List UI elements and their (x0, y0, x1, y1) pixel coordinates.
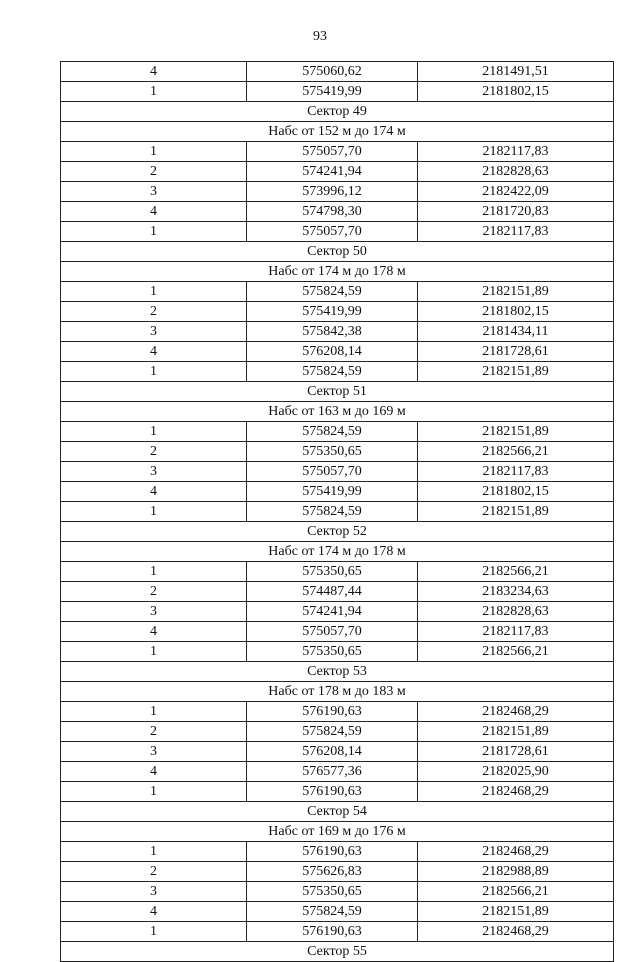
y-coordinate-cell: 2181802,15 (418, 302, 614, 322)
x-coordinate-cell: 574798,30 (247, 202, 418, 222)
table-row (61, 602, 614, 622)
point-number-cell: 1 (61, 222, 247, 242)
height-range-label: Набс от 163 м до 169 м (61, 402, 614, 422)
x-coordinate-cell: 575350,65 (247, 882, 418, 902)
x-coordinate-cell: 575824,59 (247, 502, 418, 522)
table-row (61, 482, 614, 502)
y-coordinate-cell: 2182828,63 (418, 162, 614, 182)
y-coordinate-cell: 2182988,89 (418, 862, 614, 882)
sector-heading: Сектор 52 (61, 522, 614, 542)
x-coordinate-cell: 575626,83 (247, 862, 418, 882)
y-coordinate-cell: 2182117,83 (418, 222, 614, 242)
table-row (61, 82, 614, 102)
y-coordinate-cell: 2182151,89 (418, 722, 614, 742)
table-row (61, 322, 614, 342)
y-coordinate-cell: 2182151,89 (418, 422, 614, 442)
point-number-cell: 2 (61, 162, 247, 182)
y-coordinate-cell: 2181434,11 (418, 322, 614, 342)
y-coordinate-cell: 2182468,29 (418, 782, 614, 802)
height-range-row (61, 122, 614, 142)
point-number-cell: 1 (61, 422, 247, 442)
y-coordinate-cell: 2182151,89 (418, 362, 614, 382)
point-number-cell: 1 (61, 922, 247, 942)
point-number-cell: 4 (61, 622, 247, 642)
x-coordinate-cell: 575842,38 (247, 322, 418, 342)
point-number-cell: 4 (61, 902, 247, 922)
y-coordinate-cell: 2181728,61 (418, 342, 614, 362)
table-row (61, 862, 614, 882)
sector-heading-row (61, 662, 614, 682)
point-number-cell: 3 (61, 182, 247, 202)
table-row (61, 362, 614, 382)
x-coordinate-cell: 573996,12 (247, 182, 418, 202)
table-row (61, 562, 614, 582)
height-range-row (61, 262, 614, 282)
point-number-cell: 3 (61, 742, 247, 762)
table-row (61, 582, 614, 602)
x-coordinate-cell: 575419,99 (247, 302, 418, 322)
table-row (61, 742, 614, 762)
x-coordinate-cell: 575419,99 (247, 82, 418, 102)
sector-heading-row (61, 522, 614, 542)
y-coordinate-cell: 2182566,21 (418, 642, 614, 662)
table-row (61, 142, 614, 162)
point-number-cell: 1 (61, 702, 247, 722)
sector-heading: Сектор 55 (61, 942, 614, 962)
point-number-cell: 1 (61, 362, 247, 382)
table-row (61, 302, 614, 322)
x-coordinate-cell: 576190,63 (247, 842, 418, 862)
table-row (61, 282, 614, 302)
point-number-cell: 1 (61, 82, 247, 102)
y-coordinate-cell: 2182566,21 (418, 562, 614, 582)
x-coordinate-cell: 576208,14 (247, 342, 418, 362)
point-number-cell: 1 (61, 282, 247, 302)
point-number-cell: 4 (61, 62, 247, 82)
sector-heading-row (61, 382, 614, 402)
table-row (61, 642, 614, 662)
sector-heading-row (61, 102, 614, 122)
x-coordinate-cell: 575824,59 (247, 362, 418, 382)
x-coordinate-cell: 575057,70 (247, 462, 418, 482)
x-coordinate-cell: 575057,70 (247, 622, 418, 642)
x-coordinate-cell: 575824,59 (247, 722, 418, 742)
height-range-row (61, 822, 614, 842)
y-coordinate-cell: 2182151,89 (418, 502, 614, 522)
y-coordinate-cell: 2182025,90 (418, 762, 614, 782)
table-row (61, 162, 614, 182)
y-coordinate-cell: 2182422,09 (418, 182, 614, 202)
y-coordinate-cell: 2182117,83 (418, 622, 614, 642)
x-coordinate-cell: 575350,65 (247, 562, 418, 582)
table-row (61, 202, 614, 222)
point-number-cell: 3 (61, 882, 247, 902)
y-coordinate-cell: 2182468,29 (418, 842, 614, 862)
x-coordinate-cell: 576208,14 (247, 742, 418, 762)
point-number-cell: 1 (61, 142, 247, 162)
y-coordinate-cell: 2181728,61 (418, 742, 614, 762)
sector-heading: Сектор 50 (61, 242, 614, 262)
point-number-cell: 4 (61, 762, 247, 782)
y-coordinate-cell: 2182828,63 (418, 602, 614, 622)
point-number-cell: 2 (61, 442, 247, 462)
x-coordinate-cell: 574241,94 (247, 162, 418, 182)
point-number-cell: 1 (61, 782, 247, 802)
height-range-label: Набс от 178 м до 183 м (61, 682, 614, 702)
point-number-cell: 1 (61, 562, 247, 582)
x-coordinate-cell: 574241,94 (247, 602, 418, 622)
y-coordinate-cell: 2182151,89 (418, 282, 614, 302)
point-number-cell: 2 (61, 582, 247, 602)
table-row (61, 62, 614, 82)
x-coordinate-cell: 575060,62 (247, 62, 418, 82)
point-number-cell: 4 (61, 482, 247, 502)
y-coordinate-cell: 2181802,15 (418, 82, 614, 102)
sector-heading: Сектор 49 (61, 102, 614, 122)
height-range-row (61, 682, 614, 702)
table-row (61, 442, 614, 462)
x-coordinate-cell: 575419,99 (247, 482, 418, 502)
table-row (61, 762, 614, 782)
height-range-label: Набс от 169 м до 176 м (61, 822, 614, 842)
sector-heading-row (61, 242, 614, 262)
x-coordinate-cell: 576190,63 (247, 702, 418, 722)
point-number-cell: 1 (61, 502, 247, 522)
y-coordinate-cell: 2181491,51 (418, 62, 614, 82)
sector-heading-row (61, 802, 614, 822)
table-row (61, 922, 614, 942)
x-coordinate-cell: 576577,36 (247, 762, 418, 782)
table-row (61, 882, 614, 902)
y-coordinate-cell: 2182151,89 (418, 902, 614, 922)
height-range-label: Набс от 152 м до 174 м (61, 122, 614, 142)
y-coordinate-cell: 2182117,83 (418, 142, 614, 162)
table-row (61, 722, 614, 742)
height-range-label: Набс от 174 м до 178 м (61, 262, 614, 282)
sector-heading-row (61, 942, 614, 962)
point-number-cell: 3 (61, 462, 247, 482)
x-coordinate-cell: 575057,70 (247, 222, 418, 242)
point-number-cell: 3 (61, 602, 247, 622)
table-row (61, 222, 614, 242)
sector-heading: Сектор 53 (61, 662, 614, 682)
x-coordinate-cell: 575350,65 (247, 442, 418, 462)
point-number-cell: 4 (61, 202, 247, 222)
y-coordinate-cell: 2182566,21 (418, 442, 614, 462)
height-range-row (61, 402, 614, 422)
y-coordinate-cell: 2181720,83 (418, 202, 614, 222)
coordinates-table (60, 61, 614, 962)
point-number-cell: 2 (61, 722, 247, 742)
table-row (61, 182, 614, 202)
x-coordinate-cell: 576190,63 (247, 922, 418, 942)
table-row (61, 462, 614, 482)
height-range-label: Набс от 174 м до 178 м (61, 542, 614, 562)
point-number-cell: 2 (61, 862, 247, 882)
x-coordinate-cell: 575350,65 (247, 642, 418, 662)
x-coordinate-cell: 576190,63 (247, 782, 418, 802)
table-row (61, 422, 614, 442)
x-coordinate-cell: 575824,59 (247, 902, 418, 922)
table-row (61, 622, 614, 642)
sector-heading: Сектор 51 (61, 382, 614, 402)
y-coordinate-cell: 2182566,21 (418, 882, 614, 902)
table-row (61, 702, 614, 722)
table-row (61, 502, 614, 522)
y-coordinate-cell: 2182468,29 (418, 922, 614, 942)
y-coordinate-cell: 2181802,15 (418, 482, 614, 502)
y-coordinate-cell: 2183234,63 (418, 582, 614, 602)
table-row (61, 342, 614, 362)
y-coordinate-cell: 2182468,29 (418, 702, 614, 722)
point-number-cell: 4 (61, 342, 247, 362)
page-number: 93 (313, 29, 327, 44)
x-coordinate-cell: 574487,44 (247, 582, 418, 602)
x-coordinate-cell: 575824,59 (247, 282, 418, 302)
table-row (61, 782, 614, 802)
x-coordinate-cell: 575824,59 (247, 422, 418, 442)
point-number-cell: 3 (61, 322, 247, 342)
height-range-row (61, 542, 614, 562)
sector-heading: Сектор 54 (61, 802, 614, 822)
point-number-cell: 1 (61, 842, 247, 862)
y-coordinate-cell: 2182117,83 (418, 462, 614, 482)
table-row (61, 842, 614, 862)
point-number-cell: 2 (61, 302, 247, 322)
point-number-cell: 1 (61, 642, 247, 662)
x-coordinate-cell: 575057,70 (247, 142, 418, 162)
